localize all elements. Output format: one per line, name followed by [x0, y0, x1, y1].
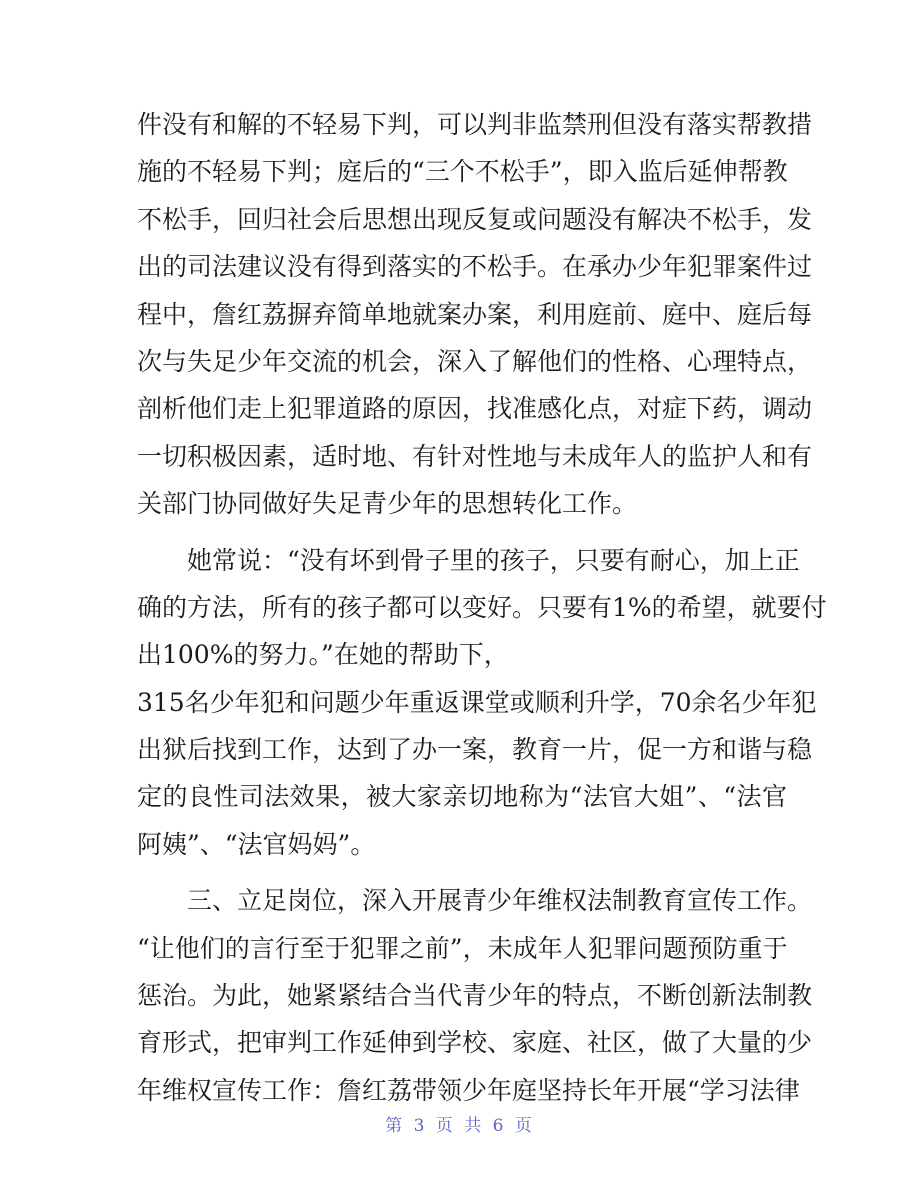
paragraph-section-three: [137, 877, 813, 1114]
text-line: 一切积极因素，适时地、有针对性地与未成年人的监护人和有: [137, 441, 813, 471]
body-text: [137, 101, 827, 1114]
text-line: 阿姨”、“法官妈妈”。: [137, 829, 376, 859]
text-line: 惩治。为此，她紧紧结合当代青少年的特点，不断创新法制教: [137, 981, 813, 1011]
text-line: 关部门协同做好失足青少年的思想转化工作。: [137, 489, 638, 519]
paragraph-quote: [137, 537, 827, 679]
text-line: 出狱后找到工作，达到了办一案，教育一片，促一方和谐与稳: [137, 735, 813, 765]
text-line: 育形式，把审判工作延伸到学校、家庭、社区，做了大量的少: [137, 1028, 813, 1058]
text-line: 三、立足岗位，深入开展青少年维权法制教育宣传工作。: [187, 886, 813, 916]
page-number-footer: 第 3 页 共 6 页: [385, 1116, 535, 1136]
paragraph-results: [137, 679, 817, 869]
text-line: 315名少年犯和问题少年重返课堂或顺利升学，70余名少年犯: [137, 687, 817, 717]
text-line: 她常说：“没有坏到骨子里的孩子，只要有耐心，加上正: [187, 545, 800, 575]
text-line: 程中，詹红荔摒弃简单地就案办案，利用庭前、庭中、庭后每: [137, 299, 813, 329]
paragraph-gap: [137, 868, 787, 877]
paragraph-continuation: [137, 101, 813, 528]
text-line: 次与失足少年交流的机会，深入了解他们的性格、心理特点，: [137, 346, 813, 376]
text-line: 剖析他们走上犯罪道路的原因，找准感化点，对症下药，调动: [137, 394, 813, 424]
paragraph-gap: [137, 528, 787, 537]
text-line: 不松手，回归社会后思想出现反复或问题没有解决不松手，发: [137, 204, 813, 234]
text-line: 出的司法建议没有得到落实的不松手。在承办少年犯罪案件过: [137, 252, 813, 282]
text-line: 施的不轻易下判；庭后的“三个不松手”，即入监后延伸帮教: [137, 157, 788, 187]
text-line: 出100%的努力。”在她的帮助下，: [137, 640, 509, 670]
text-line: “让他们的言行至于犯罪之前”，未成年人犯罪问题预防重于: [137, 933, 788, 963]
text-line: 件没有和解的不轻易下判，可以判非监禁刑但没有落实帮教措: [137, 110, 813, 139]
text-line: 定的良性司法效果，被大家亲切地称为“法官大姐”、“法官: [137, 782, 787, 812]
text-line: 年维权宣传工作：詹红荔带领少年庭坚持长年开展“学习法律: [137, 1075, 800, 1105]
text-line: 确的方法，所有的孩子都可以变好。只要有1%的希望，就要付: [137, 592, 827, 622]
